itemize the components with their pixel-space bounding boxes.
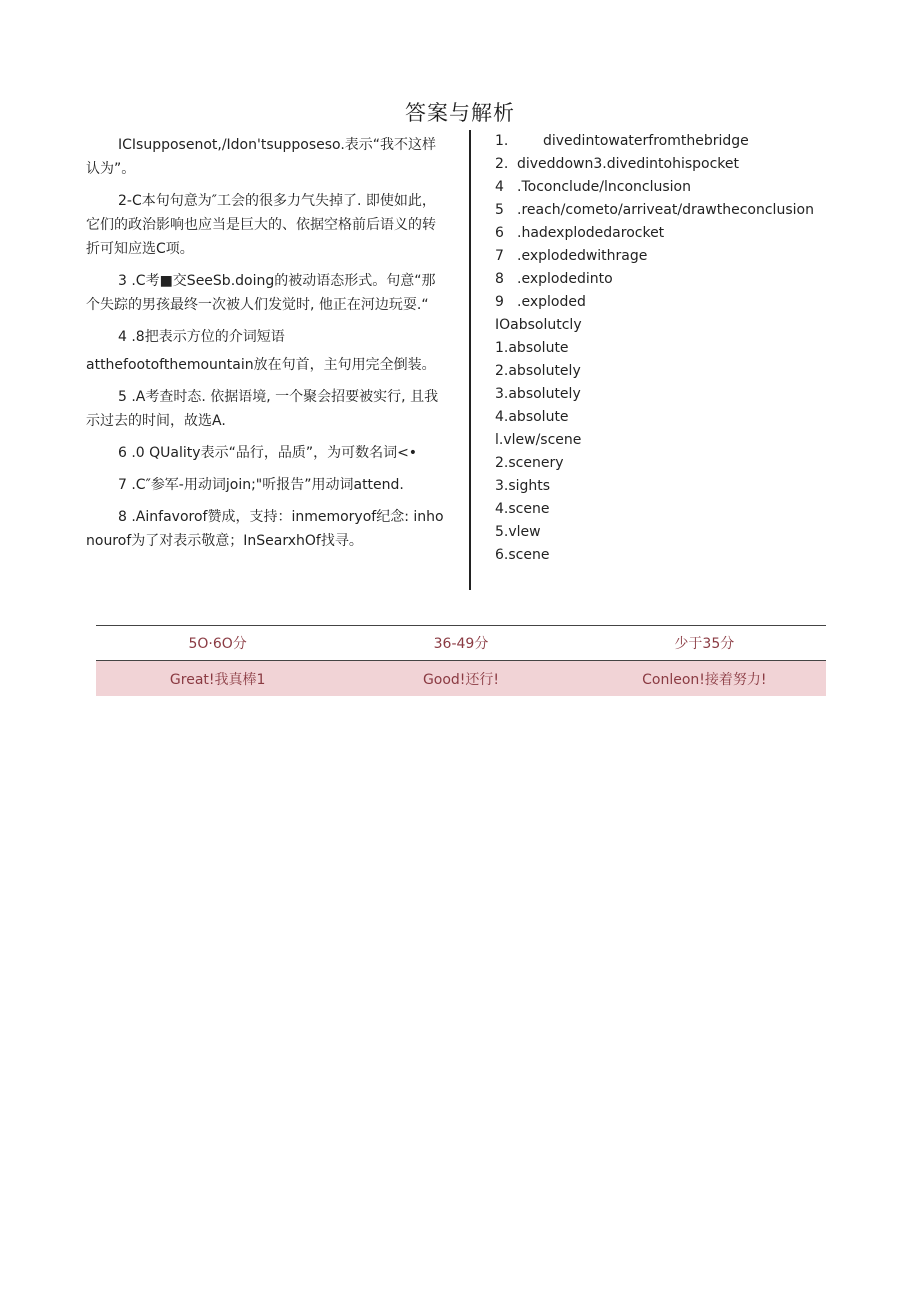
- answer-paragraph: 3 .C考■交SeeSb.doing的被动语态形式。句意“那个失踪的男孩最终一次被人们发觉时, 他正在河边玩耍.“: [86, 273, 436, 313]
- answer-item: [495, 452, 825, 475]
- answer-item-number: 4: [495, 179, 504, 195]
- answer-item: [495, 337, 825, 360]
- answer-item-text: l.vlew/scene: [495, 432, 582, 448]
- answer-item-text: 5.vlew: [495, 524, 541, 540]
- answer-item: [495, 245, 825, 268]
- answer-item-text: .reach/cometo/arriveat/drawtheconclusion: [517, 202, 814, 218]
- answer-item-text: 4.scene: [495, 501, 550, 517]
- answer-item: [495, 475, 825, 498]
- answer-item-text: 3.sights: [495, 478, 551, 494]
- answer-item-number: 6: [495, 225, 504, 241]
- answer-item-text: .exploded: [517, 294, 586, 310]
- answer-item-text: 3.absolutely: [495, 386, 581, 402]
- answer-item-text: IOabsolutcly: [495, 317, 582, 333]
- answer-item: [495, 498, 825, 521]
- answer-item: [495, 153, 825, 176]
- answer-item-number: 1.: [495, 133, 509, 149]
- answer-item-text: .explodedinto: [517, 271, 613, 287]
- answer-item-number: 8: [495, 271, 504, 287]
- score-range-cell: 36-49分: [433, 636, 489, 652]
- answer-item-text: 1.absolute: [495, 340, 569, 356]
- answer-item-number: 9: [495, 294, 504, 310]
- answer-item-text: .Toconclude/lnconclusion: [517, 179, 691, 195]
- answer-item: [495, 176, 825, 199]
- answer-paragraph: 4 .8把表示方位的介词短语: [118, 329, 285, 345]
- answer-item: [495, 383, 825, 406]
- score-range-cell: 5O·6O分: [188, 636, 247, 652]
- answer-paragraph: 2-C本句句意为″工会的很多力气失掉了. 即使如此，它们的政治影响也应当是巨大的、依据空格前后语义的转折可知应选C项。: [86, 193, 436, 257]
- answer-paragraph: ICIsupposenot,/Idon'tsupposeso.表示“我不这样认为”。: [86, 137, 437, 177]
- answer-item-text: diveddown3.divedintohispocket: [517, 156, 739, 172]
- answer-item: [495, 291, 825, 314]
- answer-item-number: 7: [495, 248, 504, 264]
- answer-item-text: divedintowaterfromthebridge: [543, 133, 749, 149]
- answer-item: [495, 544, 825, 567]
- answer-item: [495, 314, 825, 337]
- answer-paragraph: 8 .Ainfavorof赞成，支持：inmemoryof纪念: inhonourof为了对表示敬意；InSearxhOf找寻。: [86, 509, 444, 549]
- answer-item: [495, 222, 825, 245]
- answer-item-text: .explodedwithrage: [517, 248, 648, 264]
- answer-item: [495, 199, 825, 222]
- right-column: [495, 130, 825, 567]
- answer-item-text: 2.scenery: [495, 455, 564, 471]
- score-range-cell: 少于35分: [674, 636, 735, 652]
- answer-item-text: 4.absolute: [495, 409, 569, 425]
- answer-item-text: 6.scene: [495, 547, 550, 563]
- score-message-cell: Conleon!接着努力!: [642, 671, 767, 688]
- answer-item-number: 2.: [495, 156, 509, 172]
- page-title: 答案与解析: [405, 101, 515, 125]
- answer-item: [495, 360, 825, 383]
- column-divider: [469, 130, 471, 590]
- answer-item: [495, 268, 825, 291]
- score-message-cell: Great!我真棒1: [169, 671, 266, 688]
- left-column: [86, 133, 448, 561]
- answer-item: [495, 406, 825, 429]
- answer-item: [495, 521, 825, 544]
- score-range-row: [96, 626, 826, 660]
- answer-paragraph: atthefootofthemountain放在句首，主句用完全倒装。: [86, 357, 436, 373]
- score-table: [96, 625, 826, 696]
- answer-paragraph: 7 .C″参军-用动词join;"听报告”用动词attend.: [118, 477, 404, 493]
- answer-item-text: 2.absolutely: [495, 363, 581, 379]
- score-message-row: [96, 661, 826, 696]
- answer-item: [495, 429, 825, 452]
- answer-item-number: 5: [495, 202, 504, 218]
- answer-item: [495, 130, 825, 153]
- answer-item-text: .hadexplodedarocket: [517, 225, 665, 241]
- score-message-cell: Good!还行!: [422, 671, 500, 688]
- answer-paragraph: 6 .0 QUality表示“品行，品质”，为可数名词<•: [118, 445, 418, 461]
- answer-paragraph: 5 .A考查时态. 依据语境, 一个聚会招要被实行, 且我示过去的时间，故选A.: [86, 389, 439, 429]
